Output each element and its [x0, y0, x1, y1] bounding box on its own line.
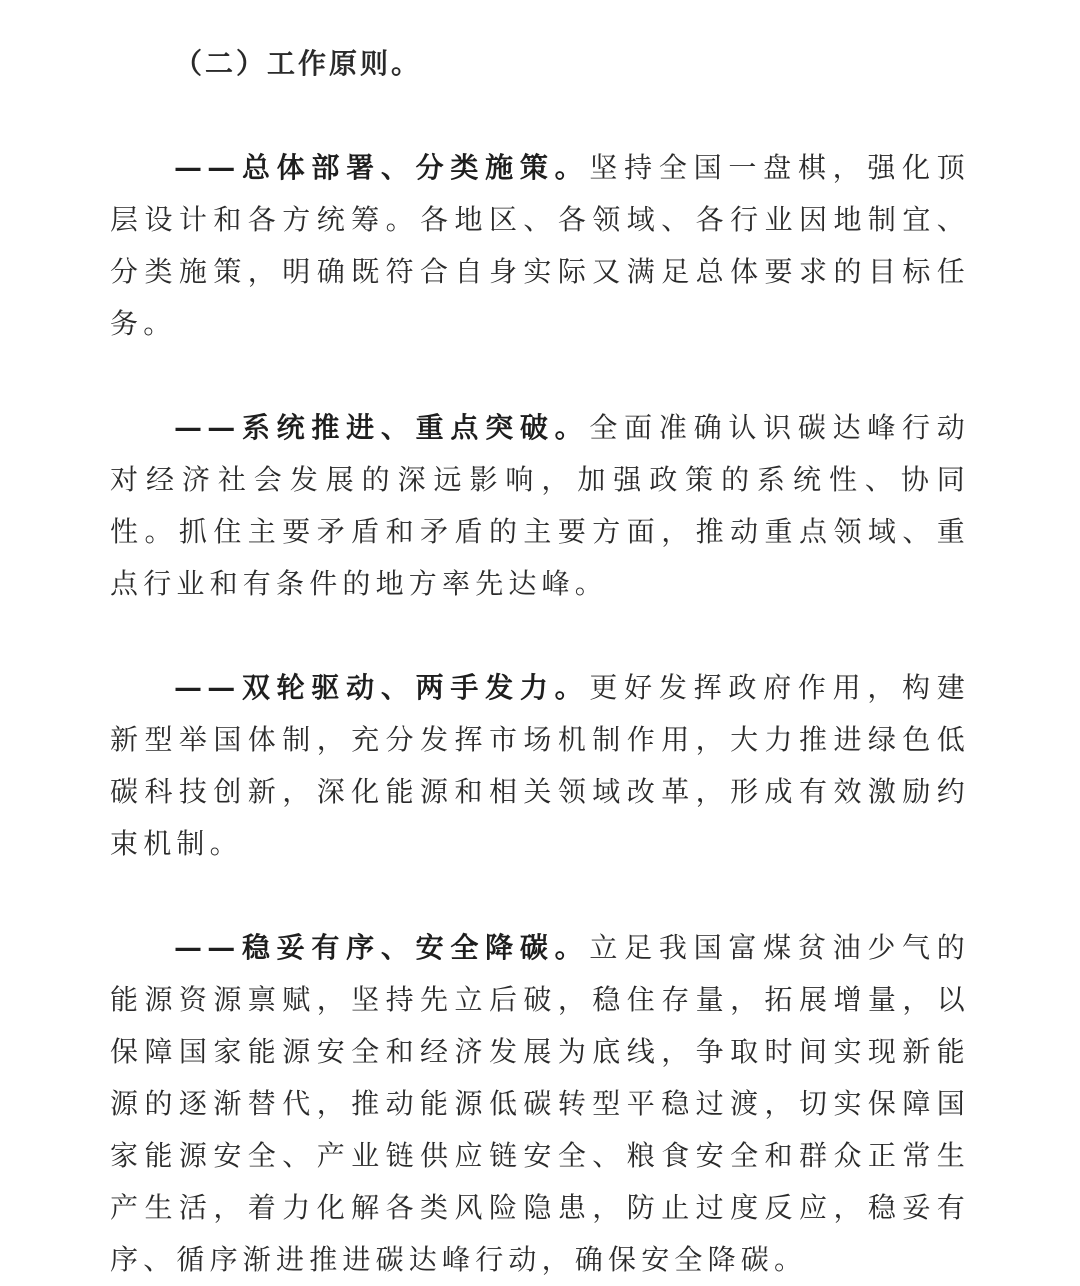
- principle-heading-2: ——系统推进、重点突破。: [174, 411, 590, 444]
- principle-body-3: 更好发挥政府作用，构建新型举国体制，充分发挥市场机制作用，大力推进绿色低碳科技创新，深化能源和相关领域改革，形成有效激励约束机制。: [110, 671, 971, 860]
- principle-heading-4: ——稳妥有序、安全降碳。: [174, 931, 590, 964]
- principle-paragraph-1: [110, 142, 970, 350]
- section-title: （二）工作原则。: [174, 47, 423, 80]
- principle-paragraph-3: [110, 662, 970, 870]
- principle-paragraph-2: [110, 402, 970, 610]
- principle-heading-1: ——总体部署、分类施策。: [174, 151, 590, 184]
- principle-body-4: 立足我国富煤贫油少气的能源资源禀赋，坚持先立后破，稳住存量，拓展增量，以保障国家能源安全和经济发展为底线，争取时间实现新能源的逐渐替代，推动能源低碳转型平稳过渡，切实保障国家能源安全、产业链供应链安全、粮食安全和群众正常生产生活，着力化解各类风险隐患，防止过度反应，稳妥有序、循序渐进推进碳达峰行动，确保安全降碳。: [110, 931, 971, 1276]
- principle-paragraph-4: [110, 922, 970, 1286]
- principle-body-2: 全面准确认识碳达峰行动对经济社会发展的深远影响，加强政策的系统性、协同性。抓住主要矛盾和矛盾的主要方面，推动重点领域、重点行业和有条件的地方率先达峰。: [110, 411, 971, 600]
- principle-heading-3: ——双轮驱动、两手发力。: [174, 671, 590, 704]
- principle-body-1: 坚持全国一盘棋，强化顶层设计和各方统筹。各地区、各领域、各行业因地制宜、分类施策，明确既符合自身实际又满足总体要求的目标任务。: [110, 151, 971, 340]
